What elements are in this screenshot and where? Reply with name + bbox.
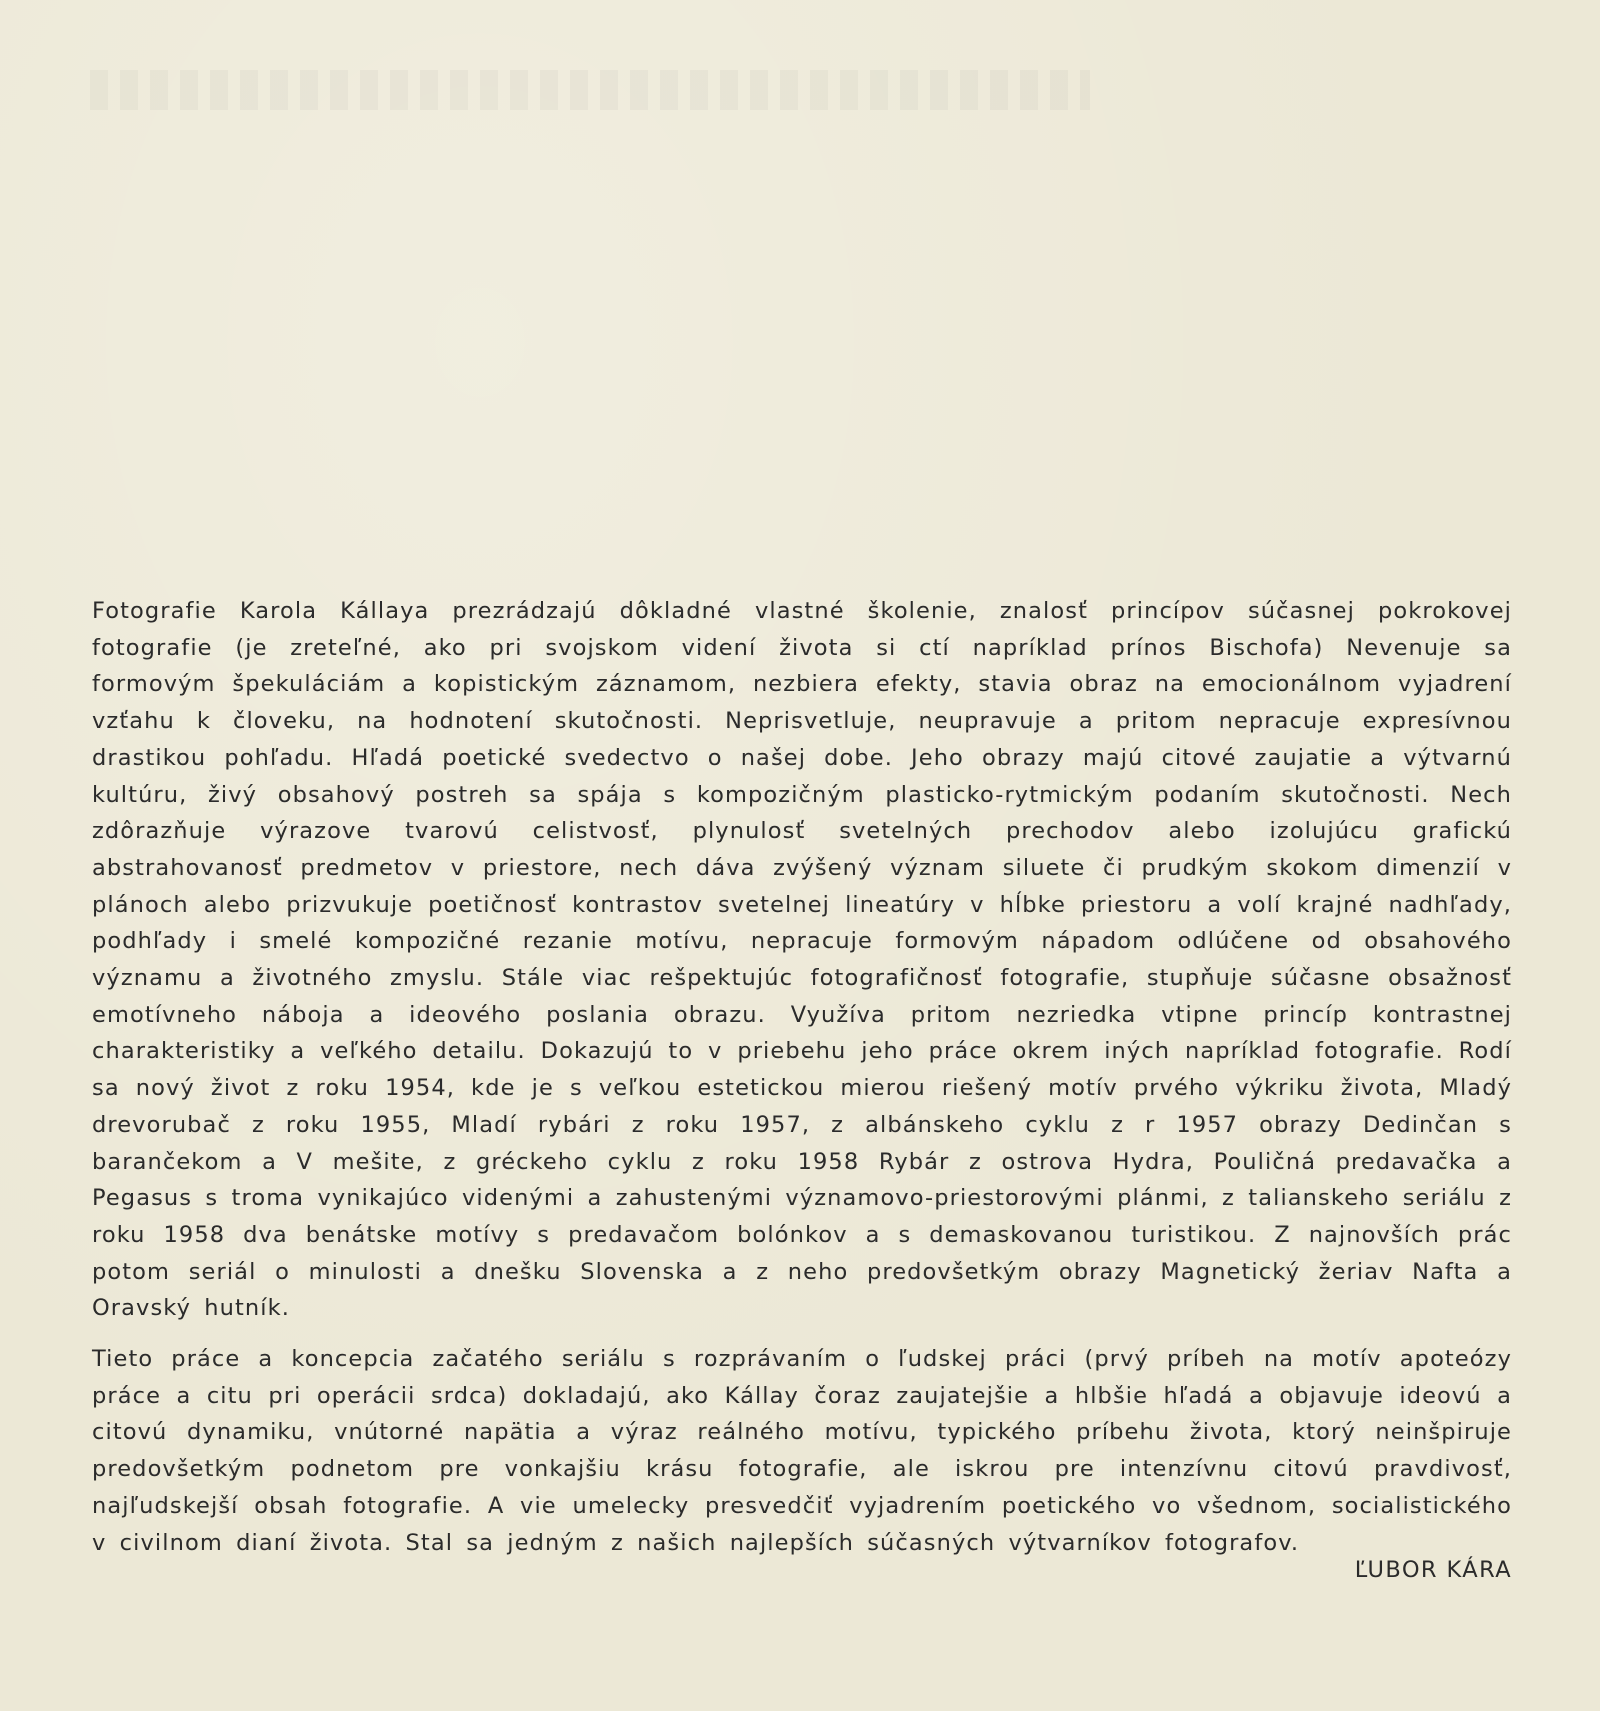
author-signature: ĽUBOR KÁRA bbox=[1354, 1557, 1512, 1583]
article-text bbox=[92, 593, 1512, 1561]
article-paragraph-1: Fotografie Karola Kállaya prezrádzajú dôkladné vlastné školenie, znalosť princípov súčasnej pokrokovej fotografie (je zreteľné, ako pri svojskom videní života si ctí napríklad prínos Bischofa) Nevenuje sa formovým špekuláciám a kopistickým záznamom, nezbiera efekty, stavia obraz na emocionálnom vyjadrení vzťahu k človeku, na hodnotení skutočnosti. Neprisvetluje, neupravuje a pritom nepracuje expresívnou drastikou pohľadu. Hľadá poetické svedectvo o našej dobe. Jeho obrazy majú citové zaujatie a výtvarnú kultúru, živý obsahový postreh sa spája s kompozičným plasticko-rytmickým podaním skutočnosti. Nech zdôrazňuje výrazove tvarovú celistvosť, plynulosť svetelných prechodov alebo izolujúcu grafickú abstrahovanosť predmetov v priestore, nech dáva zvýšený význam siluete či prudkým skokom dimenzií v plánoch alebo prizvukuje poetičnosť kontrastov svetelnej lineatúry v hĺbke priestoru a volí krajné nadhľady, podhľady i smelé kompozičné rezanie motívu, nepracuje formovým nápadom odlúčene od obsahového významu a životného zmyslu. Stále viac rešpektujúc fotografičnosť fotografie, stupňuje súčasne obsažnosť emotívneho náboja a ideového poslania obrazu. Využíva pritom nezriedka vtipne princíp kontrastnej charakteristiky a veľkého detailu. Dokazujú to v priebehu jeho práce okrem iných napríklad fotografie. Rodí sa nový život z roku 1954, kde je s veľkou estetickou mierou riešený motív prvého výkriku života, Mladý drevorubač z roku 1955, Mladí rybári z roku 1957, z albánskeho cyklu z r 1957 obrazy Dedinčan s barančekom a V mešite, z gréckeho cyklu z roku 1958 Rybár z ostrova Hydra, Pouličná predavačka a Pegasus s troma vynikajúco videnými a zahustenými významovo-priestorovými plánmi, z talianskeho seriálu z roku 1958 dva benátske motívy s predavačom bolónkov a s demaskovanou turistikou. Z najnovších prác potom seriál o minulosti a dnešku Slovenska a z neho predovšetkým obrazy Magnetický žeriav Nafta a Oravský hutník. bbox=[92, 598, 1512, 1322]
show-through-title-ghost bbox=[90, 70, 1090, 110]
article-paragraph-2: Tieto práce a koncepcia začatého seriálu s rozprávaním o ľudskej práci (prvý príbeh na motív apoteózy práce a citu pri operácii srdca) dokladajú, ako Kállay čoraz zaujatejšie a hlbšie hľadá a objavuje ideovú a citovú dynamiku, vnútorné napätia a výraz reálného motívu, typického príbehu života, ktorý neinšpiruje predovšetkým podnetom pre vonkajšiu krásu fotografie, ale iskrou pre intenzívnu citovú pravdivosť, najľudskejší obsah fotografie. A vie umelecky presvedčiť vyjadrením poetického vo všednom, socialistického v civilnom dianí života. Stal sa jedným z našich najlepších súčasných výtvarníkov fotografov. bbox=[92, 1346, 1512, 1556]
